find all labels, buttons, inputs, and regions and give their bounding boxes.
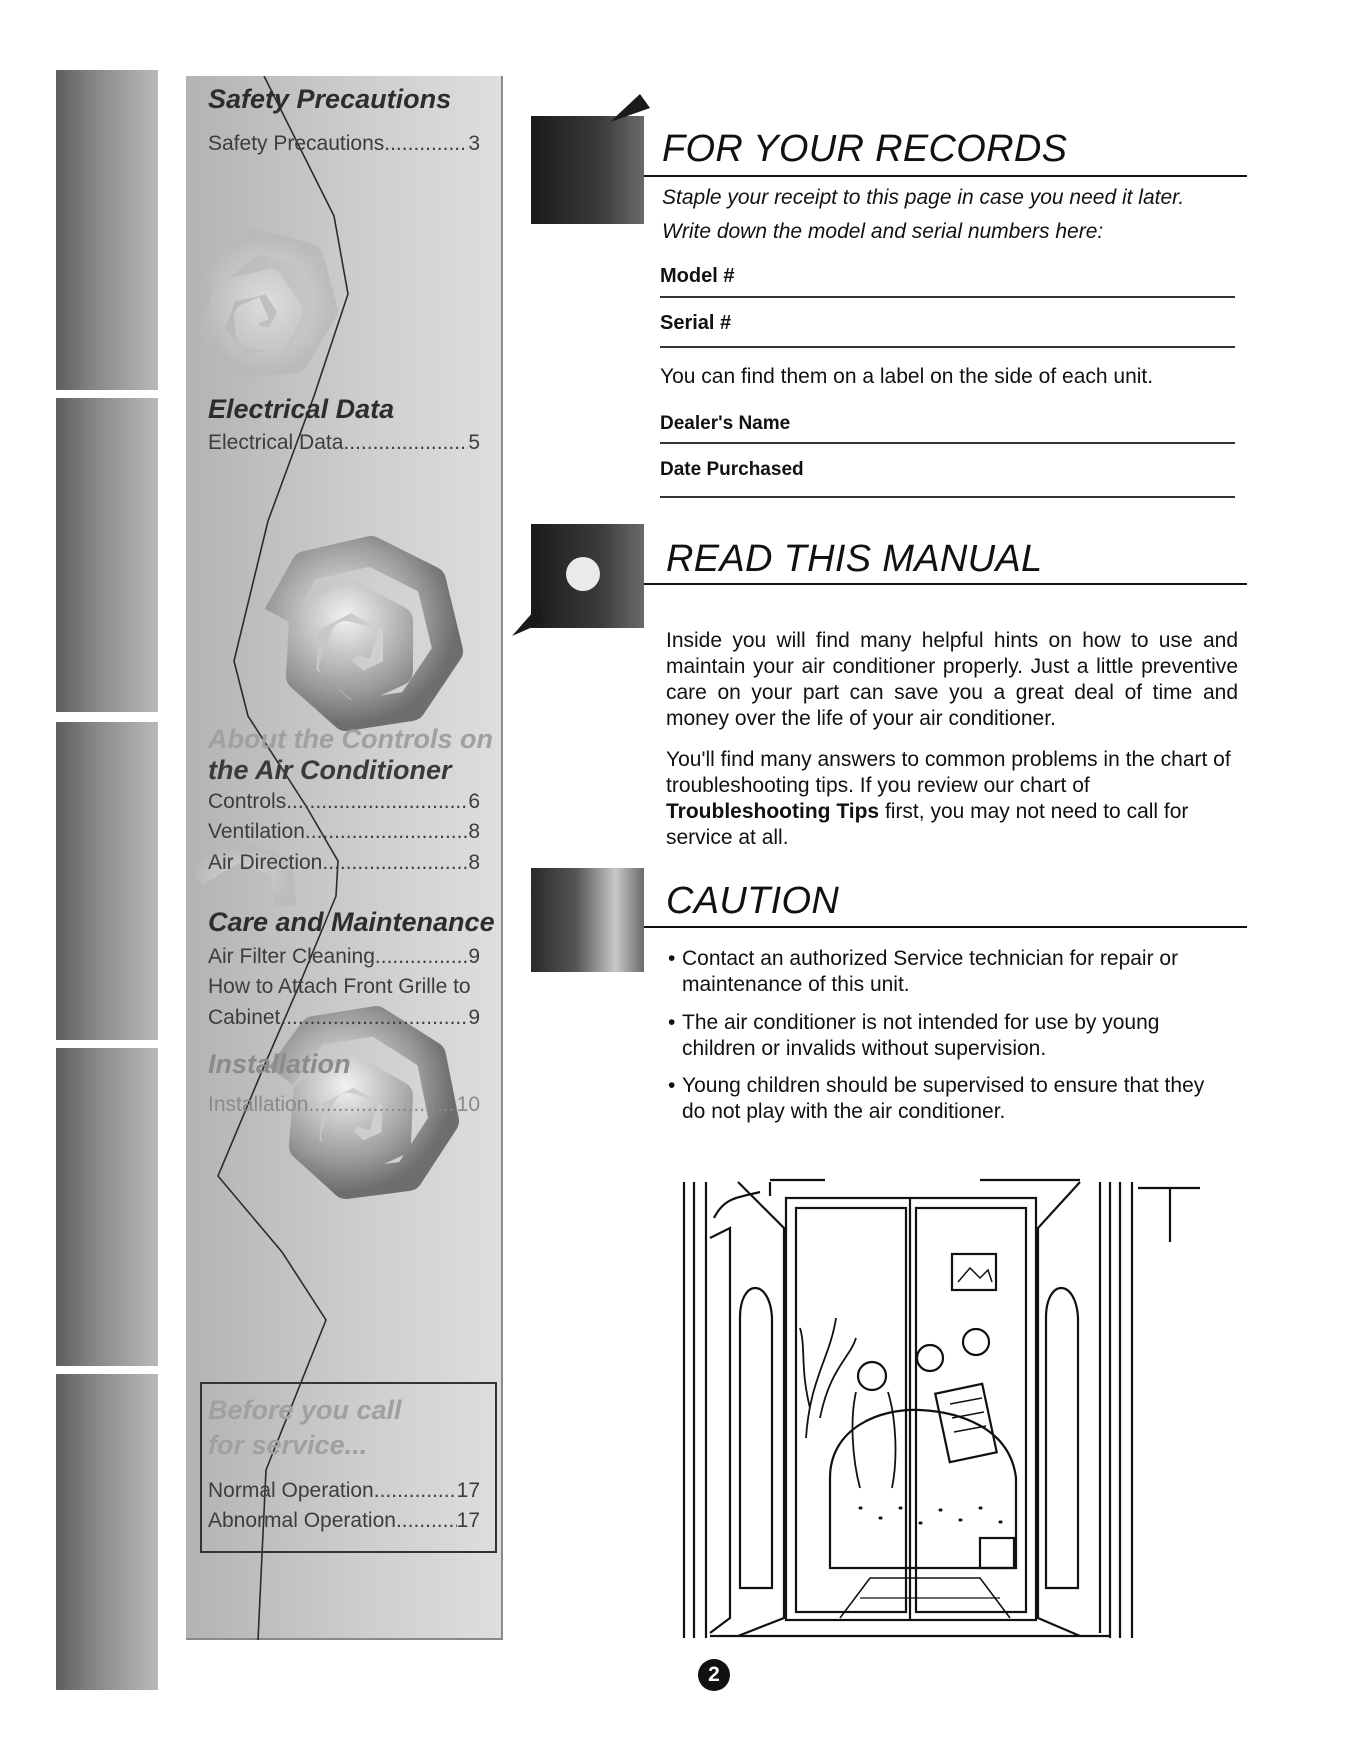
- toc-item-front-grille-line1[interactable]: How to Attach Front Grille to: [208, 975, 471, 998]
- toc-item-controls[interactable]: Controls ..... 6: [208, 789, 480, 815]
- caution-title-rule: [644, 926, 1247, 928]
- toc-heading-care: Care and Maintenance: [208, 907, 495, 937]
- serial-number-label: Serial #: [660, 312, 732, 334]
- dealer-name-label: Dealer's Name: [660, 413, 791, 434]
- date-purchased-line[interactable]: [660, 496, 1235, 498]
- dealer-name-line[interactable]: [660, 442, 1235, 444]
- manual-title: READ THIS MANUAL: [666, 538, 1043, 580]
- manual-corner-flag: [510, 600, 550, 640]
- records-header-block: [531, 116, 644, 224]
- records-corner-flag: [610, 90, 660, 130]
- label-location-note: You can find them on a label on the side of each unit.: [660, 365, 1154, 388]
- toc-item-air-direction[interactable]: Air Direction ..... 8: [208, 850, 480, 876]
- model-number-line[interactable]: [660, 296, 1235, 298]
- caution-title: CAUTION: [666, 880, 840, 922]
- toc-heading-electrical: Electrical Data: [208, 394, 395, 424]
- spiral-ornament-icon: [278, 551, 448, 716]
- manual-paragraph-1: Inside you will find many helpful hints on how to use and maintain your air conditioner properly. Just a little preventive care on your part can save you a great deal of time and money over the life of your air conditioner.: [666, 629, 1238, 730]
- page-number-badge: 2: [698, 1659, 730, 1691]
- toc-heading-safety: Safety Precautions: [208, 84, 452, 114]
- side-tab-4: [56, 1048, 158, 1366]
- toc-heading-installation: Installation: [208, 1049, 351, 1079]
- records-intro-line2: Write down the model and serial numbers here:: [662, 220, 1104, 243]
- date-purchased-label: Date Purchased: [660, 459, 804, 480]
- manual-paragraph-2: You'll find many answers to common problems in the chart of troubleshooting tips. If you review our chart of Troubleshooting Tips first, you may not need to call for service at all.: [666, 748, 1231, 849]
- toc-item-safety-precautions[interactable]: Safety Precautions ..... 3: [208, 131, 480, 157]
- toc-heading-controls-line1: About the Controls on: [208, 724, 493, 754]
- side-tab-3: [56, 722, 158, 1040]
- manual-title-rule: [644, 583, 1247, 585]
- records-intro-line1: Staple your receipt to this page in case you need it later.: [662, 186, 1185, 209]
- records-title: FOR YOUR RECORDS: [662, 128, 1068, 170]
- model-number-label: Model #: [660, 265, 735, 287]
- caution-bullet: • Young children should be supervised to ensure that they do not play with the air conditioner.: [668, 1074, 1205, 1123]
- side-tab-2: [56, 398, 158, 712]
- toc-heading-controls-line2: the Air Conditioner: [208, 755, 452, 785]
- side-tab-1: [56, 70, 158, 390]
- caution-bullet: • Contact an authorized Service technician for repair or maintenance of this unit.: [668, 947, 1179, 996]
- toc-item-ventilation[interactable]: Ventilation ..... 8: [208, 819, 480, 845]
- serial-number-line[interactable]: [660, 346, 1235, 348]
- toc-item-front-grille-line2[interactable]: Cabinet ..... 9: [208, 1005, 480, 1031]
- spiral-ornament-icon: [206, 241, 326, 366]
- toc-item-abnormal-operation[interactable]: Abnormal Operation ..... 17: [208, 1508, 480, 1534]
- manual-bullet-dot: [566, 557, 600, 591]
- side-tab-5: [56, 1374, 158, 1690]
- toc-item-normal-operation[interactable]: Normal Operation ..... 17: [208, 1478, 480, 1504]
- toc-heading-service-line1: Before you call: [208, 1395, 402, 1425]
- toc-item-air-filter-cleaning[interactable]: Air Filter Cleaning ..... 9: [208, 944, 480, 970]
- caution-bullet: • The air conditioner is not intended for use by young children or invalids without supervision.: [668, 1011, 1160, 1060]
- caution-header-block: [531, 868, 644, 972]
- records-title-rule: [644, 175, 1247, 177]
- toc-item-installation[interactable]: Installation ..... 10: [208, 1092, 480, 1118]
- family-living-room-illustration: [680, 1178, 1205, 1642]
- toc-heading-service-line2: for service...: [208, 1430, 368, 1460]
- toc-item-electrical-data[interactable]: Electrical Data ..... 5: [208, 430, 480, 456]
